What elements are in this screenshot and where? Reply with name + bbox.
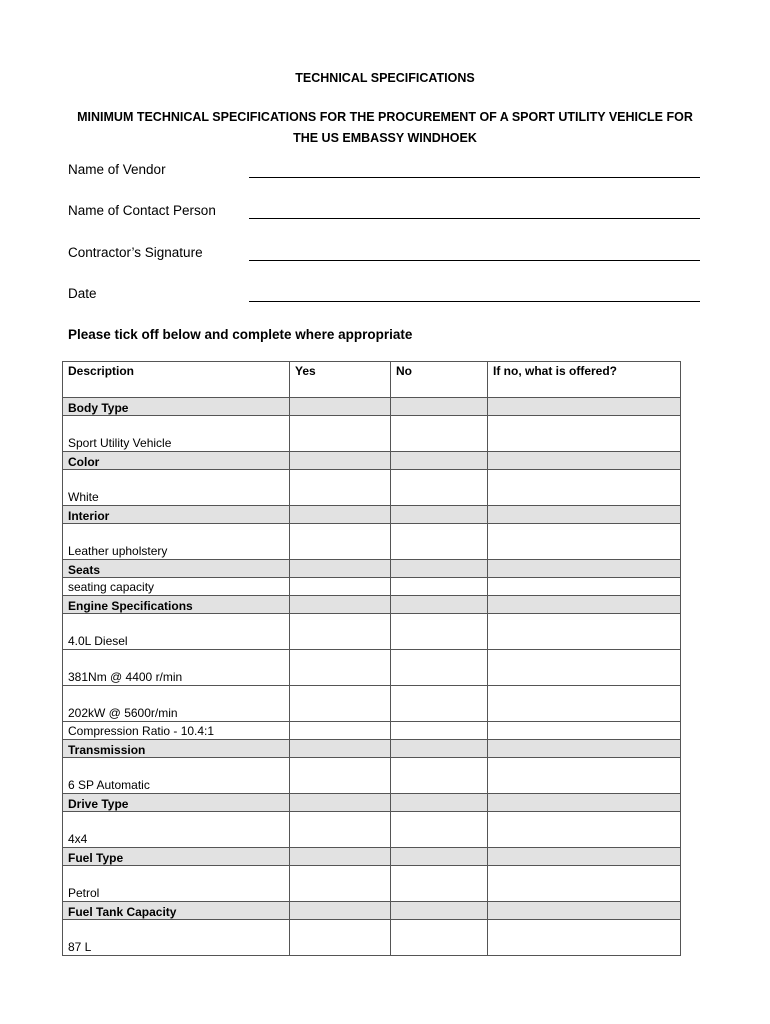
item-description: Sport Utility Vehicle: [63, 416, 290, 452]
offered-cell[interactable]: [488, 416, 681, 452]
offered-cell[interactable]: [488, 866, 681, 902]
item-description: seating capacity: [63, 578, 290, 596]
table-row: [63, 524, 681, 560]
no-cell: [391, 902, 488, 920]
yes-cell[interactable]: [290, 812, 391, 848]
yes-cell[interactable]: [290, 686, 391, 722]
item-description: White: [63, 470, 290, 506]
contact-person-field-line[interactable]: [249, 218, 700, 219]
table-body: [63, 398, 681, 956]
table-row: [63, 614, 681, 650]
offered-cell[interactable]: [488, 578, 681, 596]
offered-cell[interactable]: [488, 722, 681, 740]
item-description: 6 SP Automatic: [63, 758, 290, 794]
contact-person-label: Name of Contact Person: [68, 203, 216, 218]
header-yes: Yes: [290, 362, 391, 398]
no-cell: [391, 506, 488, 524]
offered-cell: [488, 794, 681, 812]
category-row: [63, 506, 681, 524]
offered-cell: [488, 452, 681, 470]
category-row: [63, 398, 681, 416]
offered-cell: [488, 740, 681, 758]
category-label: Seats: [63, 560, 290, 578]
item-description: Leather upholstery: [63, 524, 290, 560]
signature-label: Contractor’s Signature: [68, 245, 203, 260]
offered-cell: [488, 848, 681, 866]
category-label: Engine Specifications: [63, 596, 290, 614]
category-row: [63, 740, 681, 758]
no-cell: [391, 452, 488, 470]
yes-cell[interactable]: [290, 524, 391, 560]
category-row: [63, 560, 681, 578]
no-cell[interactable]: [391, 866, 488, 902]
yes-cell[interactable]: [290, 650, 391, 686]
yes-cell: [290, 560, 391, 578]
subtitle-line-2: THE US EMBASSY WINDHOEK: [293, 131, 477, 145]
category-label: Fuel Tank Capacity: [63, 902, 290, 920]
table-row: [63, 920, 681, 956]
item-description: 4x4: [63, 812, 290, 848]
no-cell[interactable]: [391, 416, 488, 452]
subtitle-line-1: MINIMUM TECHNICAL SPECIFICATIONS FOR THE PROCUREMENT OF A SPORT UTILITY VEHICLE FOR: [77, 110, 693, 124]
table-row: [63, 650, 681, 686]
yes-cell[interactable]: [290, 614, 391, 650]
category-row: [63, 848, 681, 866]
category-label: Interior: [63, 506, 290, 524]
document-subtitle: [60, 107, 710, 149]
header-description: Description: [63, 362, 290, 398]
table-row: [63, 812, 681, 848]
offered-cell: [488, 596, 681, 614]
no-cell[interactable]: [391, 578, 488, 596]
offered-cell: [488, 560, 681, 578]
table-row: [63, 470, 681, 506]
item-description: 202kW @ 5600r/min: [63, 686, 290, 722]
table-row: [63, 578, 681, 596]
category-row: [63, 794, 681, 812]
item-description: 4.0L Diesel: [63, 614, 290, 650]
no-cell[interactable]: [391, 920, 488, 956]
yes-cell: [290, 848, 391, 866]
offered-cell[interactable]: [488, 650, 681, 686]
category-label: Drive Type: [63, 794, 290, 812]
offered-cell[interactable]: [488, 920, 681, 956]
no-cell[interactable]: [391, 686, 488, 722]
yes-cell[interactable]: [290, 866, 391, 902]
no-cell: [391, 560, 488, 578]
yes-cell[interactable]: [290, 470, 391, 506]
category-row: [63, 452, 681, 470]
header-no: No: [391, 362, 488, 398]
no-cell: [391, 794, 488, 812]
table-header-row: [63, 362, 681, 398]
no-cell[interactable]: [391, 722, 488, 740]
offered-cell[interactable]: [488, 470, 681, 506]
offered-cell[interactable]: [488, 686, 681, 722]
yes-cell[interactable]: [290, 758, 391, 794]
specifications-table: [62, 361, 681, 956]
yes-cell: [290, 794, 391, 812]
category-row: [63, 902, 681, 920]
date-label: Date: [68, 286, 97, 301]
offered-cell[interactable]: [488, 758, 681, 794]
yes-cell[interactable]: [290, 722, 391, 740]
offered-cell[interactable]: [488, 812, 681, 848]
yes-cell: [290, 596, 391, 614]
date-field-line[interactable]: [249, 301, 700, 302]
category-label: Fuel Type: [63, 848, 290, 866]
category-label: Color: [63, 452, 290, 470]
offered-cell[interactable]: [488, 524, 681, 560]
no-cell[interactable]: [391, 812, 488, 848]
table-row: [63, 416, 681, 452]
header-offered: If no, what is offered?: [488, 362, 681, 398]
vendor-field-line[interactable]: [249, 177, 700, 178]
no-cell: [391, 596, 488, 614]
yes-cell[interactable]: [290, 578, 391, 596]
signature-field-line[interactable]: [249, 260, 700, 261]
table-row: [63, 686, 681, 722]
item-description: Petrol: [63, 866, 290, 902]
yes-cell: [290, 902, 391, 920]
no-cell: [391, 848, 488, 866]
instruction-text: Please tick off below and complete where appropriate: [68, 327, 413, 342]
category-label: Body Type: [63, 398, 290, 416]
yes-cell[interactable]: [290, 920, 391, 956]
table-row: [63, 758, 681, 794]
item-description: Compression Ratio - 10.4:1: [63, 722, 290, 740]
document-title: TECHNICAL SPECIFICATIONS: [295, 71, 475, 85]
no-cell: [391, 398, 488, 416]
offered-cell: [488, 902, 681, 920]
no-cell: [391, 740, 488, 758]
no-cell[interactable]: [391, 758, 488, 794]
no-cell[interactable]: [391, 614, 488, 650]
no-cell[interactable]: [391, 470, 488, 506]
offered-cell[interactable]: [488, 614, 681, 650]
no-cell[interactable]: [391, 650, 488, 686]
yes-cell: [290, 506, 391, 524]
item-description: 381Nm @ 4400 r/min: [63, 650, 290, 686]
item-description: 87 L: [63, 920, 290, 956]
offered-cell: [488, 398, 681, 416]
category-row: [63, 596, 681, 614]
yes-cell: [290, 398, 391, 416]
yes-cell[interactable]: [290, 416, 391, 452]
yes-cell: [290, 740, 391, 758]
category-label: Transmission: [63, 740, 290, 758]
offered-cell: [488, 506, 681, 524]
table-row: [63, 722, 681, 740]
no-cell[interactable]: [391, 524, 488, 560]
yes-cell: [290, 452, 391, 470]
table-row: [63, 866, 681, 902]
vendor-label: Name of Vendor: [68, 162, 166, 177]
